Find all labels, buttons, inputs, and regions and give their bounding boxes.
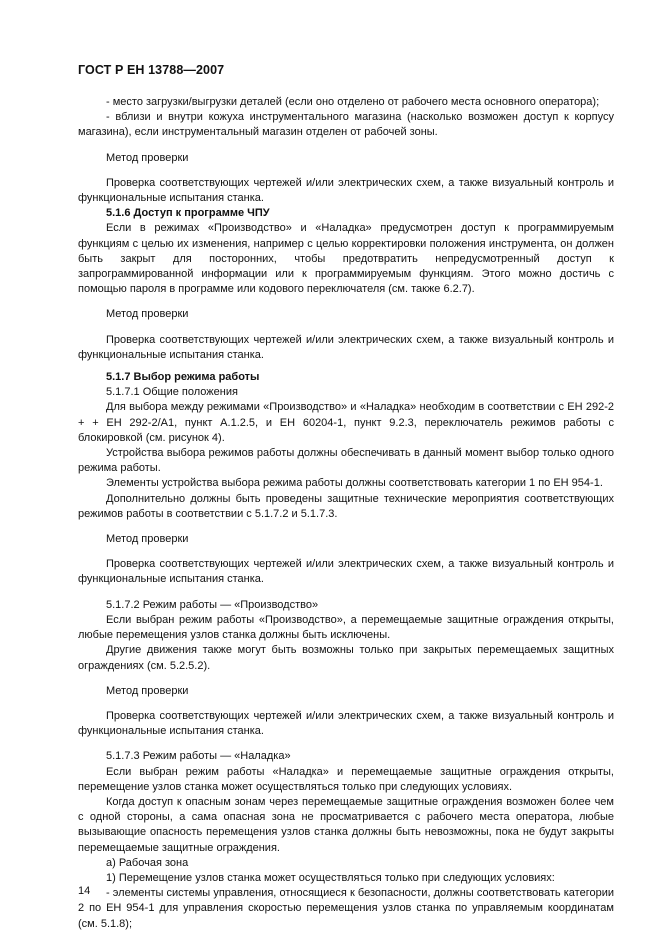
paragraph: Дополнительно должны быть проведены защитные технические мероприятия соответствующих режимов работы в соответствии с 5.1.7.2 и 5.1.7.3.	[78, 492, 614, 520]
paragraph: Устройства выбора режимов работы должны обеспечивать в данный момент выбор только одного режима работы.	[78, 447, 614, 475]
paragraph: Если выбран режим работы «Производство», а перемещаемые защитные ограждения открыты, любые перемещения узлов станка должны быть исключены.	[78, 613, 614, 642]
list-item: - элементы системы управления, относящиеся к безопасности, должны соответствовать категории 2 по ЕН 954-1 для управления скоростью перемещения узлов станка по управляемым координатам (см. 5.1.8);	[78, 887, 614, 930]
paragraph: Проверка соответствующих чертежей и/или электрических схем, а также визуальный контроль и функциональные испытания станка.	[78, 176, 614, 205]
paragraph: Проверка соответствующих чертежей и/или электрических схем, а также визуальный контроль и функциональные испытания станка.	[78, 333, 614, 361]
paragraph: Другие движения также могут быть возможны только при закрытых перемещаемых защитных ограждениях (см. 5.2.5.2).	[78, 644, 614, 672]
paragraph: Если выбран режим работы «Наладка» и перемещаемые защитные ограждения открыты, перемещение узлов станка может осуществляться только при следующих условиях.	[78, 765, 614, 793]
section-heading: 5.1.7 Выбор режима работы	[106, 371, 260, 384]
subsection-heading: 5.1.7.3 Режим работы — «Наладка»	[106, 750, 291, 763]
list-item: а) Рабочая зона	[106, 856, 189, 869]
paragraph: Если в режимах «Производство» и «Наладка» предусмотрен доступ к программируемым функциям с целью их изменения, например с целью корректировки положения инструмента, он должен быть закрыт для посторонних, чтобы предотвратить непредусмотренный доступ к запрограммированной информации или к программируемым функциям. Этого можно достичь с помощью пароля в программе или кодового переключателя (см. также 6.2.7).	[78, 222, 614, 296]
document-body	[78, 95, 614, 932]
paragraph: Проверка соответствующих чертежей и/или электрических схем, а также визуальный контроль и функциональные испытания станка.	[78, 558, 614, 586]
list-item: - место загрузки/выгрузки деталей (если оно отделено от рабочего места основного оператора);	[106, 96, 600, 108]
method-heading: Метод проверки	[106, 684, 189, 697]
list-item: - вблизи и внутри кожуха инструментального магазина (насколько возможен доступ к корпусу магазина), если инструментальный магазин отделен от рабочей зоны.	[78, 111, 614, 139]
list-item: 1) Перемещение узлов станка может осуществляться только при следующих условиях:	[106, 871, 555, 884]
method-heading: Метод проверки	[106, 533, 189, 546]
subsection-heading: 5.1.7.1 Общие положения	[106, 386, 238, 399]
paragraph: Проверка соответствующих чертежей и/или электрических схем, а также визуальный контроль и функциональные испытания станка.	[78, 709, 614, 738]
paragraph: Когда доступ к опасным зонам через перемещаемые защитные ограждения возможен более чем с одной стороны, а сама опасная зона не просматривается с рабочего места оператора, любые вызывающие опасность перемещения узлов станка должны быть невозможны, пока не будут закрыты перемещаемые защитные ограждения.	[78, 795, 614, 854]
subsection-heading: 5.1.7.2 Режим работы — «Производство»	[106, 598, 319, 611]
paragraph: Элементы устройства выбора режима работы должны соответствовать категории 1 по ЕН 954-1.	[106, 477, 603, 490]
paragraph: Для выбора между режимами «Производство» и «Наладка» необходим в соответствии с ЕН 292-2 + + ЕН 292-2/А1, пункт А.1.2.5, и ЕН 60204-1, пункт 9.2.3, переключатель режимов работы с блокировкой (см. рисунок 4).	[78, 401, 614, 444]
document-header: ГОСТ Р ЕН 13788—2007	[78, 63, 225, 77]
method-heading: Метод проверки	[106, 308, 189, 321]
method-heading: Метод проверки	[106, 151, 189, 164]
page-number: 14	[78, 885, 91, 897]
section-heading: 5.1.6 Доступ к программе ЧПУ	[106, 207, 270, 220]
